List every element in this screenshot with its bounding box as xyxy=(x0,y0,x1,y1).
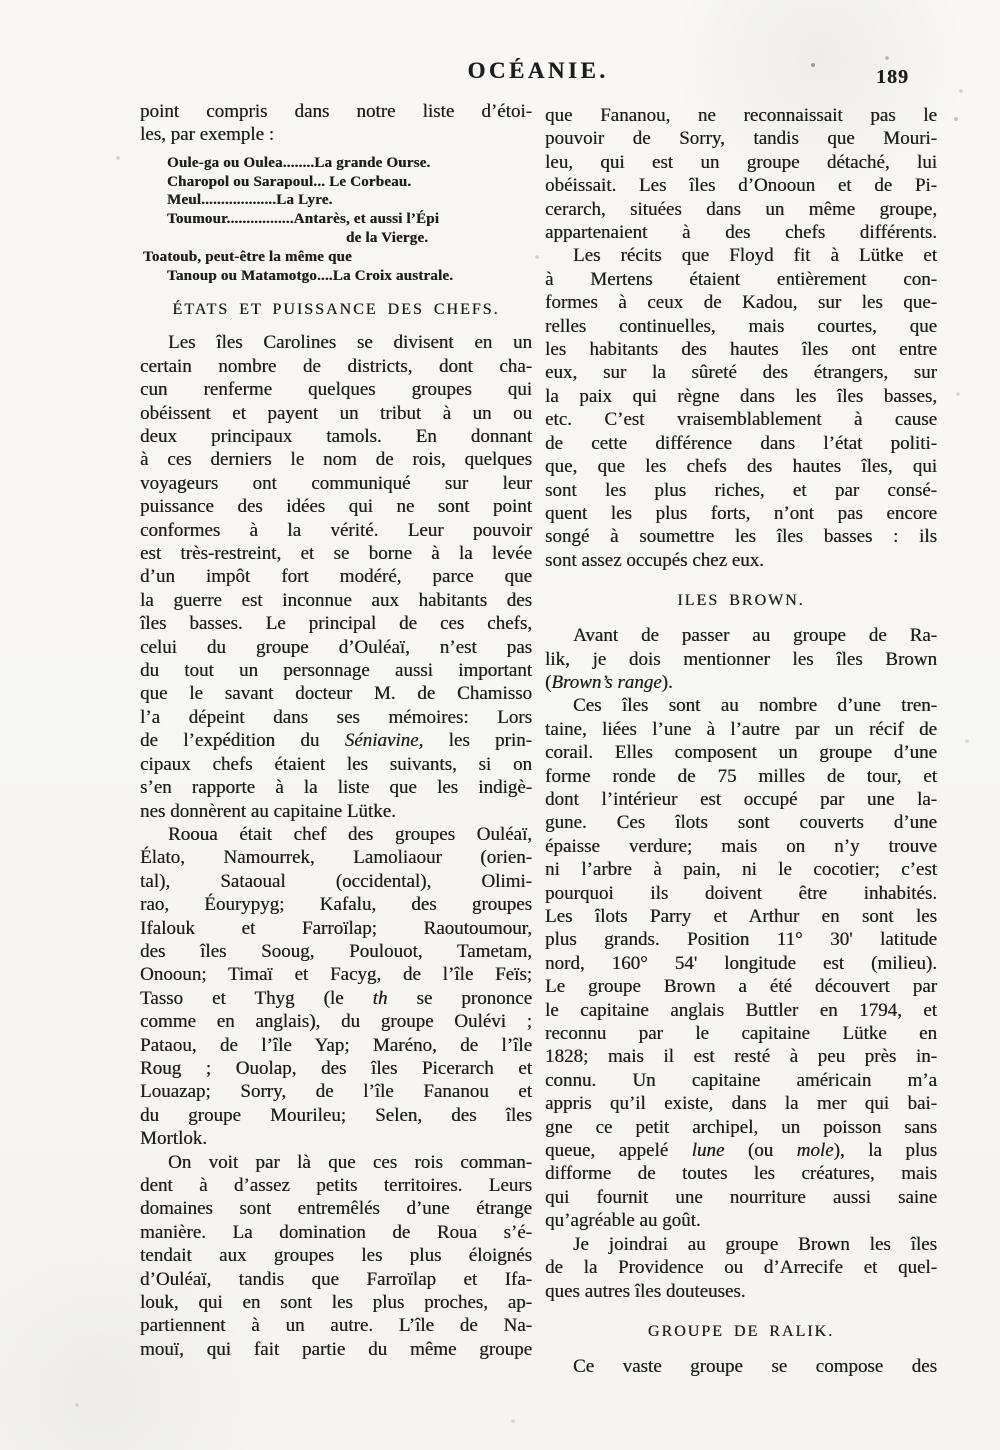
plain-text: Élato, Namourrek, Lamoliaour (orien- xyxy=(140,847,532,869)
text-line xyxy=(140,542,532,565)
plain-text: queue, appelé xyxy=(545,1140,692,1162)
plain-text: Les récits que Floyd fit à Lütke et xyxy=(573,245,937,267)
plain-text: obéissent et payent un tribut à un ou xyxy=(140,402,532,424)
plain-text: du groupe Mourileu; Selen, des îles xyxy=(140,1104,532,1126)
text-line xyxy=(140,1034,532,1057)
plain-text: relles continuelles, mais courtes, que xyxy=(545,315,937,337)
italic-text: Séniavine, xyxy=(344,730,424,752)
text-line xyxy=(545,244,937,267)
text-line xyxy=(545,338,937,361)
text-line xyxy=(545,291,937,314)
plain-text: Roug ; Ouolap, des îles Picerarch et xyxy=(140,1057,532,1079)
plain-text: épaisse verdure; mais on n’y trouve xyxy=(545,835,937,857)
text-line xyxy=(140,425,532,448)
running-title: OCÉANIE. xyxy=(467,58,609,83)
section-heading: ÉTATS ET PUISSANCE DES CHEFS. xyxy=(172,301,500,319)
plain-text: sont les plus riches, et par consé- xyxy=(545,479,937,501)
plain-text: que, que les chefs des hautes îles, qui xyxy=(545,456,937,478)
paragraph xyxy=(545,694,937,1232)
text-line xyxy=(140,1010,532,1033)
left-column xyxy=(140,100,532,1361)
plain-text: ), la plus xyxy=(833,1140,938,1162)
text-line xyxy=(140,519,532,542)
star-table-line: Oule-ga ou Oulea........La grande Ourse. xyxy=(167,154,431,171)
plain-text: des îles Sooug, Poulouot, Tametam, xyxy=(140,940,532,962)
paragraph xyxy=(140,100,532,147)
plain-text: forme ronde de 75 milles de tour, et xyxy=(545,765,937,787)
text-line xyxy=(140,893,532,916)
text-line xyxy=(140,917,532,940)
text-line xyxy=(545,104,937,127)
text-line xyxy=(545,882,937,905)
plain-text: du tout un personnage aussi important xyxy=(140,660,532,682)
paragraph xyxy=(545,104,937,244)
section-heading: GROUPE DE RALIK. xyxy=(647,1322,835,1340)
text-line xyxy=(140,870,532,893)
plain-text: lik, je dois mentionner les îles Brown xyxy=(545,648,937,670)
paragraph xyxy=(140,823,532,1151)
text-line xyxy=(140,823,532,846)
star-table-line: de la Vierge. xyxy=(346,230,429,246)
plain-text: corail. Elles composent un groupe d’une xyxy=(545,742,937,764)
text-line xyxy=(545,952,937,975)
plain-text: Onooun; Timaï et Facyg, de l’île Feïs; xyxy=(140,964,532,986)
plain-text: qui fournit une nourriture aussi saine xyxy=(545,1186,937,1208)
text-line xyxy=(140,331,532,354)
plain-text: Louazap; Sorry, de l’île Fananou et xyxy=(140,1081,532,1103)
paragraph xyxy=(545,244,937,572)
plain-text: gune. Ces îlots sont couverts d’une xyxy=(545,812,937,834)
plain-text: les, par exemple : xyxy=(140,124,275,146)
text-line xyxy=(140,1291,532,1314)
plain-text: plus grands. Position 11° 30' latitude xyxy=(545,929,937,951)
plain-text: reconnu par le capitaine Lütke en xyxy=(545,1023,937,1045)
text-line xyxy=(140,729,532,752)
text-line xyxy=(545,788,937,811)
star-name-table xyxy=(140,154,532,286)
plain-text: partiennent à un autre. L’île de Na- xyxy=(140,1315,532,1337)
text-line xyxy=(140,963,532,986)
text-line xyxy=(545,928,937,951)
plain-text: les prin- xyxy=(423,730,532,752)
plain-text: Avant de passer au groupe de Ra- xyxy=(573,625,937,647)
text-line xyxy=(545,624,937,647)
paragraph xyxy=(545,624,937,694)
text-line xyxy=(140,1057,532,1080)
scan-noise-specks xyxy=(0,0,2,2)
text-line xyxy=(545,1045,937,1068)
section-heading: ILES BROWN. xyxy=(677,592,805,610)
plain-text: gne ce petit archipel, un poisson sans xyxy=(545,1116,937,1138)
text-line xyxy=(545,432,937,455)
text-line xyxy=(545,671,937,694)
italic-text: mole xyxy=(796,1140,834,1162)
italic-text: th xyxy=(372,987,388,1009)
text-line xyxy=(140,1174,532,1197)
plain-text: ( xyxy=(545,671,552,693)
text-line xyxy=(545,385,937,408)
text-line xyxy=(545,905,937,928)
plain-text: d’un impôt fort modéré, parce que xyxy=(140,566,532,588)
text-line xyxy=(545,835,937,858)
star-table-line: Meul...................La Lyre. xyxy=(167,192,333,209)
plain-text: Ce vaste groupe se compose des xyxy=(573,1355,937,1377)
text-line xyxy=(140,565,532,588)
text-line xyxy=(545,648,937,671)
text-line xyxy=(140,100,532,123)
star-table-line: Toatoub, peut-être la même que xyxy=(143,248,352,265)
text-line xyxy=(140,682,532,705)
star-table-line: Tanoup ou Matamotgo....La Croix australe. xyxy=(167,267,454,284)
right-column xyxy=(545,104,937,1378)
text-line xyxy=(545,502,937,525)
plain-text: domaines sont entremêlés d’une étrange xyxy=(140,1198,532,1220)
plain-text: les habitants des hautes îles ont entre xyxy=(545,339,937,361)
text-line xyxy=(140,123,532,146)
plain-text: point compris dans notre liste d’étoi- xyxy=(140,101,532,122)
text-line xyxy=(140,987,532,1010)
plain-text: se prononce xyxy=(387,987,532,1009)
text-line xyxy=(545,1233,937,1256)
plain-text: songé à soumettre les îles basses : ils xyxy=(545,526,937,548)
text-line xyxy=(545,221,937,244)
plain-text: Mortlok. xyxy=(140,1128,208,1150)
plain-text: puissance des idées qui ne sont point xyxy=(140,496,532,518)
text-line xyxy=(140,1244,532,1267)
plain-text: obéissait. Les îles d’Onooun et de Pi- xyxy=(545,175,937,197)
plain-text: appartenaient à des chefs différents. xyxy=(545,222,937,244)
text-line xyxy=(545,1092,937,1115)
text-line xyxy=(140,355,532,378)
plain-text: comme en anglais), du groupe Oulévi ; xyxy=(140,1011,532,1033)
plain-text: certain nombre de districts, dont cha- xyxy=(140,355,532,377)
paragraph xyxy=(545,1355,937,1378)
plain-text: eux, sur la sûreté des étrangers, sur xyxy=(545,362,937,384)
plain-text: s’en rapporte à la liste que les indigè- xyxy=(140,777,532,799)
plain-text: 1828; mais il est resté à peu près in- xyxy=(545,1046,937,1068)
plain-text: dent à d’assez petits territoires. Leurs xyxy=(140,1175,532,1197)
plain-text: cipaux chefs étaient les suivants, si on xyxy=(140,753,532,775)
plain-text: Ifalouk et Farroïlap; Raoutoumour, xyxy=(140,917,532,939)
plain-text: Les îles Carolines se divisent en un xyxy=(168,332,532,354)
text-line xyxy=(545,765,937,788)
plain-text: rao, Éourypyg; Kafalu, des groupes xyxy=(140,894,532,916)
plain-text: la paix qui règne dans les îles basses, xyxy=(545,385,937,407)
text-line xyxy=(545,408,937,431)
text-line xyxy=(545,479,937,502)
text-line xyxy=(545,174,937,197)
text-line xyxy=(140,1197,532,1220)
text-line xyxy=(140,846,532,869)
text-line xyxy=(545,151,937,174)
text-line xyxy=(545,1280,937,1303)
star-table-line: Toumour.................Antarès, et aussi l’Épi xyxy=(167,211,440,228)
plain-text: leu, qui est un groupe détaché, lui xyxy=(545,151,937,173)
plain-text: Je joindrai au groupe Brown les îles xyxy=(573,1233,937,1255)
plain-text: d’Ouléaï, tandis que Farroïlap et Ifa- xyxy=(140,1268,532,1290)
paragraph xyxy=(140,1151,532,1362)
plain-text: On voit par là que ces rois comman- xyxy=(168,1151,532,1173)
plain-text: Tasso et Thyg (le xyxy=(140,987,373,1009)
plain-text: à ces derniers le nom de rois, quelques xyxy=(140,449,532,471)
plain-text: taine, liées l’une à l’autre par un récif de xyxy=(545,718,937,740)
text-line xyxy=(140,659,532,682)
text-line xyxy=(545,975,937,998)
text-line xyxy=(140,800,532,823)
plain-text: tal), Sataoual (occidental), Olimi- xyxy=(140,870,532,892)
plain-text: louk, qui en sont les plus proches, ap- xyxy=(140,1292,532,1314)
text-line xyxy=(545,811,937,834)
plain-text: à Mertens étaient entièrement con- xyxy=(545,268,937,290)
plain-text: le capitaine anglais Buttler en 1794, et xyxy=(545,999,937,1021)
text-line xyxy=(140,1268,532,1291)
text-line xyxy=(545,1022,937,1045)
star-table-line: Charopol ou Sarapoul... Le Corbeau. xyxy=(167,173,412,190)
text-line xyxy=(545,1069,937,1092)
plain-text: pourquoi ils doivent être inhabités. xyxy=(545,882,937,904)
plain-text: nes donnèrent au capitaine Lütke. xyxy=(140,800,396,822)
text-line xyxy=(140,753,532,776)
plain-text: (ou xyxy=(724,1140,797,1162)
text-line xyxy=(140,495,532,518)
plain-text: Les îlots Parry et Arthur en sont les xyxy=(545,906,937,927)
text-line xyxy=(545,268,937,291)
text-line xyxy=(140,1338,532,1361)
text-line xyxy=(140,378,532,401)
plain-text: ). xyxy=(661,671,673,693)
text-line xyxy=(545,741,937,764)
plain-text: de la Providence ou d’Arrecife et quel- xyxy=(545,1257,937,1279)
plain-text: l’a dépeint dans ses mémoires: Lors xyxy=(140,706,532,728)
text-line xyxy=(140,448,532,471)
page-number: 189 xyxy=(876,66,909,88)
text-line xyxy=(545,127,937,150)
text-line xyxy=(545,718,937,741)
plain-text: Ces îles sont au nombre d’une tren- xyxy=(573,695,937,717)
plain-text: Rooua était chef des groupes Ouléaï, xyxy=(168,823,532,845)
plain-text: pouvoir de Sorry, tandis que Mouri- xyxy=(545,128,937,150)
italic-text: lune xyxy=(691,1140,725,1162)
plain-text: quent les plus forts, n’ont pas encore xyxy=(545,502,937,524)
italic-text: Brown’s range xyxy=(551,671,662,693)
plain-text: dont l’intérieur est occupé par une la- xyxy=(545,788,937,810)
text-line xyxy=(140,1221,532,1244)
plain-text: sont assez occupés chez eux. xyxy=(545,549,764,571)
text-line xyxy=(140,1104,532,1127)
plain-text: cun renferme quelques groupes qui xyxy=(140,379,532,401)
plain-text: difforme de toutes les créatures, mais xyxy=(545,1163,937,1185)
plain-text: celui du groupe d’Ouléaï, n’est pas xyxy=(140,636,532,658)
text-line xyxy=(140,1080,532,1103)
plain-text: que Fananou, ne reconnaissait pas le xyxy=(545,105,937,126)
plain-text: connu. Un capitaine américain m’a xyxy=(545,1069,937,1091)
plain-text: conformes à la vérité. Leur pouvoir xyxy=(140,519,532,541)
text-line xyxy=(140,1151,532,1174)
text-line xyxy=(545,858,937,881)
text-line xyxy=(140,402,532,425)
text-line xyxy=(545,1186,937,1209)
text-line xyxy=(140,589,532,612)
text-line xyxy=(140,1314,532,1337)
text-line xyxy=(140,776,532,799)
plain-text: ni l’arbre à pain, ni le cocotier; c’est xyxy=(545,859,937,881)
text-line xyxy=(140,1127,532,1150)
plain-text: la guerre est inconnue aux habitants des xyxy=(140,589,532,611)
text-line xyxy=(545,694,937,717)
plain-text: manière. La domination de Roua s’é- xyxy=(140,1221,532,1243)
text-line xyxy=(140,706,532,729)
plain-text: deux principaux tamols. En donnant xyxy=(140,426,532,448)
text-line xyxy=(545,1256,937,1279)
plain-text: mouï, qui fait partie du même groupe xyxy=(140,1338,532,1360)
plain-text: appris qu’il existe, dans la mer qui bai- xyxy=(545,1093,937,1115)
text-line xyxy=(545,1355,937,1378)
plain-text: cerarch, situées dans un même groupe, xyxy=(545,198,937,220)
paragraph xyxy=(545,1233,937,1303)
text-line xyxy=(140,636,532,659)
text-line xyxy=(545,198,937,221)
text-line xyxy=(545,525,937,548)
plain-text: Pataou, de l’île Yap; Maréno, de l’île xyxy=(140,1034,532,1056)
text-line xyxy=(545,1139,937,1162)
text-line xyxy=(545,549,937,572)
plain-text: qu’agréable au goût. xyxy=(545,1210,701,1232)
plain-text: que le savant docteur M. de Chamisso xyxy=(140,683,532,705)
text-line xyxy=(545,455,937,478)
paragraph xyxy=(140,331,532,823)
text-line xyxy=(545,1209,937,1232)
plain-text: de l’expédition du xyxy=(140,730,345,752)
plain-text: de cette différence dans l’état politi- xyxy=(545,432,937,454)
plain-text: voyageurs ont communiqué sur leur xyxy=(140,472,532,494)
plain-text: Le groupe Brown a été découvert par xyxy=(545,976,937,998)
text-line xyxy=(545,361,937,384)
text-line xyxy=(140,612,532,635)
plain-text: formes à ceux de Kadou, sur les que- xyxy=(545,292,937,314)
text-line xyxy=(545,999,937,1022)
text-line xyxy=(140,472,532,495)
text-line xyxy=(140,940,532,963)
plain-text: est très-restreint, et se borne à la levée xyxy=(140,543,532,565)
text-line xyxy=(545,1162,937,1185)
plain-text: îles basses. Le principal de ces chefs, xyxy=(140,613,532,635)
plain-text: etc. C’est vraisemblablement à cause xyxy=(545,409,937,431)
plain-text: tendait aux groupes les plus éloignés xyxy=(140,1245,532,1267)
plain-text: ques autres îles douteuses. xyxy=(545,1280,746,1302)
text-line xyxy=(545,1116,937,1139)
plain-text: nord, 160° 54' longitude est (milieu). xyxy=(545,952,937,974)
text-line xyxy=(545,315,937,338)
